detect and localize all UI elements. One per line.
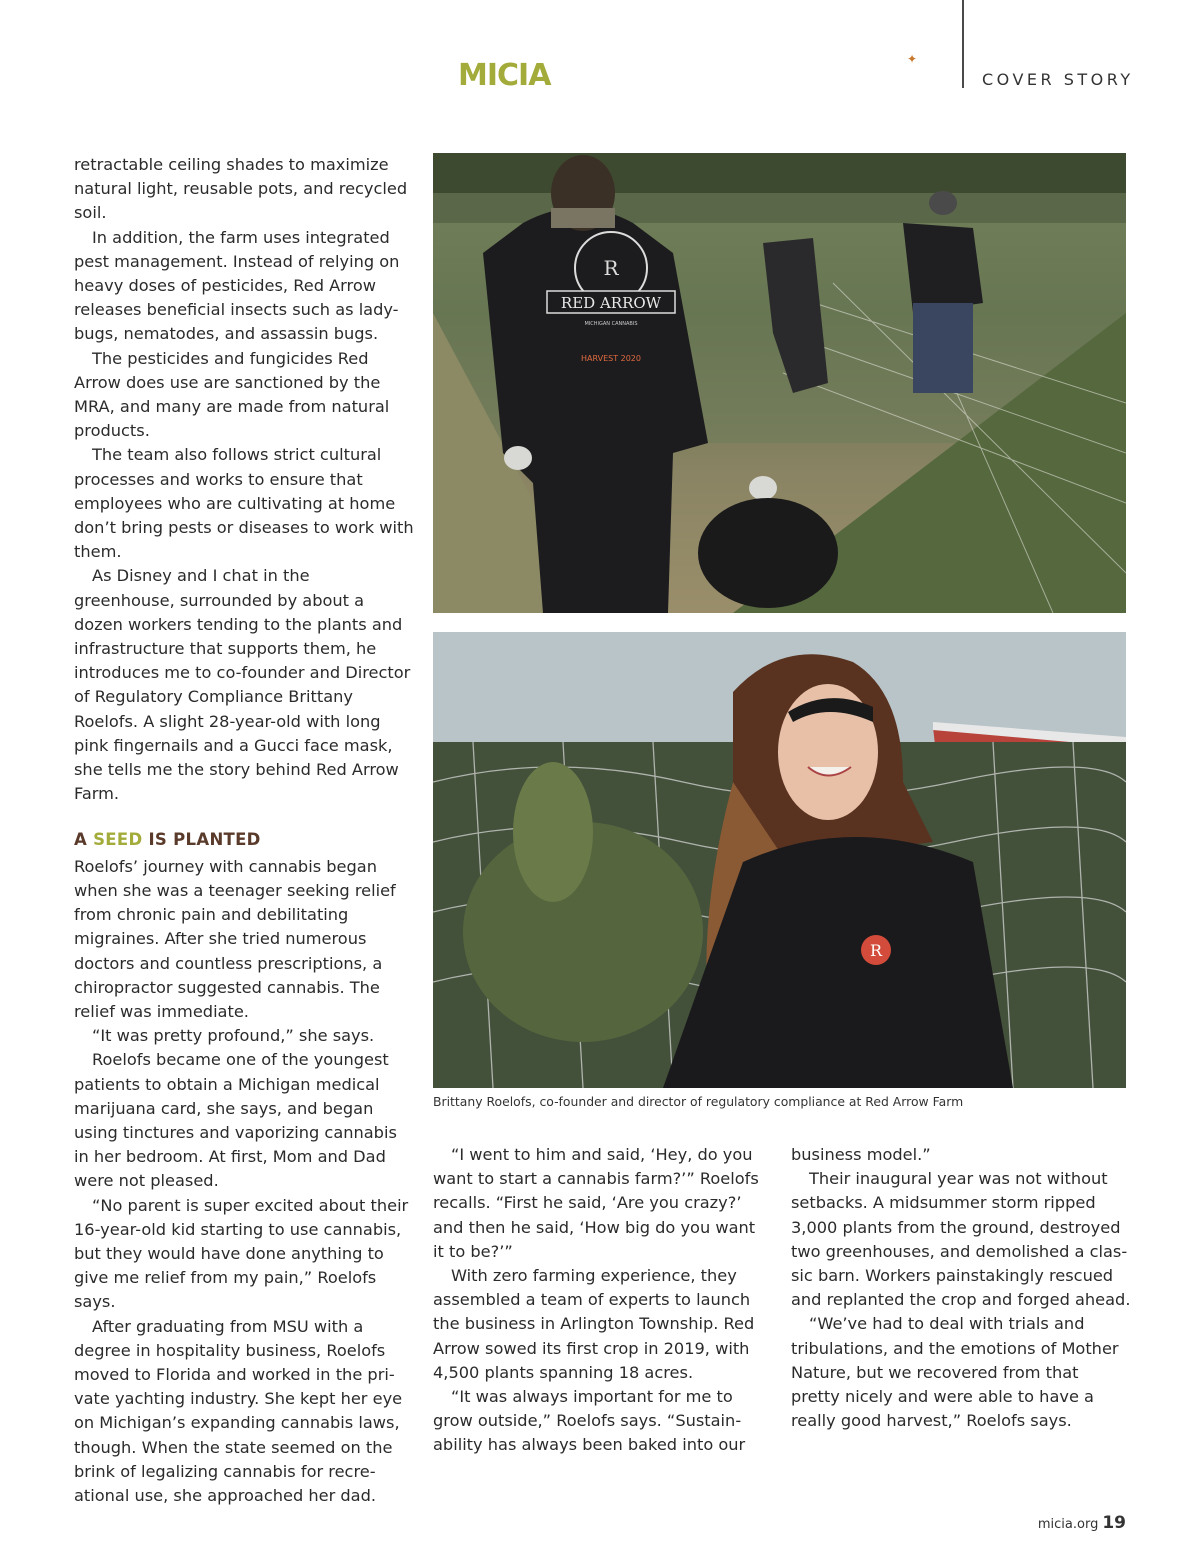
article-column-3 xyxy=(791,1143,1131,1433)
paragraph: Roelofs became one of the youngest patients to obtain a Michigan medical marijuana card, she says, and began using tinctures and vaporizing cannabis in her bedroom. At first, Mom and Dad were not pleased. xyxy=(74,1050,397,1191)
subhead-rest: IS PLANTED xyxy=(142,830,261,850)
paragraph: Roelofs’ journey with cannabis began when she was a teenager seeking relief from chronic pain and debilitating migraines. After she tried numerous doctors and countless prescriptions, a chiropractor suggested cannabis. The relief was immediate. xyxy=(74,856,396,1021)
footer-site: micia.org xyxy=(1037,1517,1099,1532)
paragraph: “It was pretty profound,” she says. xyxy=(92,1026,375,1046)
shirt-brand-text: RED ARROW xyxy=(560,294,662,312)
paragraph: business model.” xyxy=(791,1145,931,1164)
subhead-accent: SEED xyxy=(93,830,143,850)
paragraph: retractable ceiling shades to maximize natural light, reusable pots, and recycled soil. xyxy=(74,155,408,223)
shirt-sub-text: MICHIGAN CANNABIS xyxy=(584,321,638,327)
photo-caption: Brittany Roelofs, co-founder and director of regulatory compliance at Red Arrow Farm xyxy=(433,1094,964,1109)
paragraph: “I went to him and said, ‘Hey, do you want to start a cannabis farm?’” Roelofs recalls. “First he said, ‘Are you crazy?’ and then he said, ‘How big do you want it to be?’” xyxy=(433,1145,759,1261)
paragraph: “We’ve had to deal with trials and tribulations, and the emotions of Mother Nature, but we recovered from that pretty nicely and were able to have a really good harvest,” Roelofs says. xyxy=(791,1314,1119,1431)
paragraph: The pesticides and fungicides Red Arrow does use are sanctioned by the MRA, and many are made from natural products. xyxy=(74,348,390,441)
paragraph: “No parent is super excited about their 16-year-old kid starting to use cannabis, but they would have done anything to give me relief from my pain,” Roelofs says. xyxy=(74,1195,409,1312)
paragraph: In addition, the farm uses integrated pest management. Instead of relying on heavy doses of pesticides, Red Arrow releases beneficial insects such as lady-bugs, nematodes, and assassin bugs. xyxy=(74,227,400,344)
paragraph: “It was always important for me to grow outside,” Roelofs says. “Sustain-ability has always been baked into our xyxy=(433,1387,746,1455)
svg-text:R: R xyxy=(603,256,619,280)
article-column-1 xyxy=(74,153,414,1508)
paragraph: After graduating from MSU with a degree in hospitality business, Roelofs moved to Florida and worked in the pri-vate yachting industry. She kept her eye on Michigan’s expanding cannabis laws, though. When the state seemed on the brink of legalizing cannabis for recre-ational use, she approached her dad. xyxy=(74,1316,403,1505)
leaf-icon: ✦ xyxy=(907,52,918,66)
page-number: 19 xyxy=(1102,1513,1126,1533)
micia-logo: MICIA xyxy=(458,58,551,93)
workers-field-illustration xyxy=(433,153,1126,613)
workers-field-photo xyxy=(433,153,1126,613)
paragraph: Their inaugural year was not without setbacks. A midsummer storm ripped 3,000 plants from the ground, destroyed two greenhouses, and demolished a clas-sic barn. Workers painstakingly rescued and replanted the crop and forged ahead. xyxy=(791,1169,1131,1310)
paragraph: The team also follows strict cultural processes and works to ensure that employees who are cultivating at home don’t bring pests or diseases to work with them. xyxy=(74,445,414,562)
svg-text:R: R xyxy=(869,941,883,960)
header-divider xyxy=(962,0,964,88)
paragraph: As Disney and I chat in the greenhouse, surrounded by about a dozen workers tending to the plants and infrastructure that supports them, he introduces me to co-founder and Director of Regulatory Compliance Brittany Roelofs. A slight 28-year-old with long pink fingernails and a Gucci face mask, she tells me the story behind Red Arrow Farm. xyxy=(74,566,411,804)
portrait-illustration xyxy=(433,632,1126,1088)
shirt-harvest-text: HARVEST 2020 xyxy=(580,354,642,363)
subhead-prefix: A xyxy=(74,830,94,850)
page-footer xyxy=(1038,1513,1126,1533)
portrait-photo xyxy=(433,632,1126,1088)
paragraph: With zero farming experience, they assembled a team of experts to launch the business in Arlington Township. Red Arrow sowed its first crop in 2019, with 4,500 plants spanning 18 acres. xyxy=(433,1266,755,1382)
section-label: COVER STORY xyxy=(982,70,1134,89)
article-column-2 xyxy=(433,1143,769,1458)
section-subhead xyxy=(74,828,414,852)
